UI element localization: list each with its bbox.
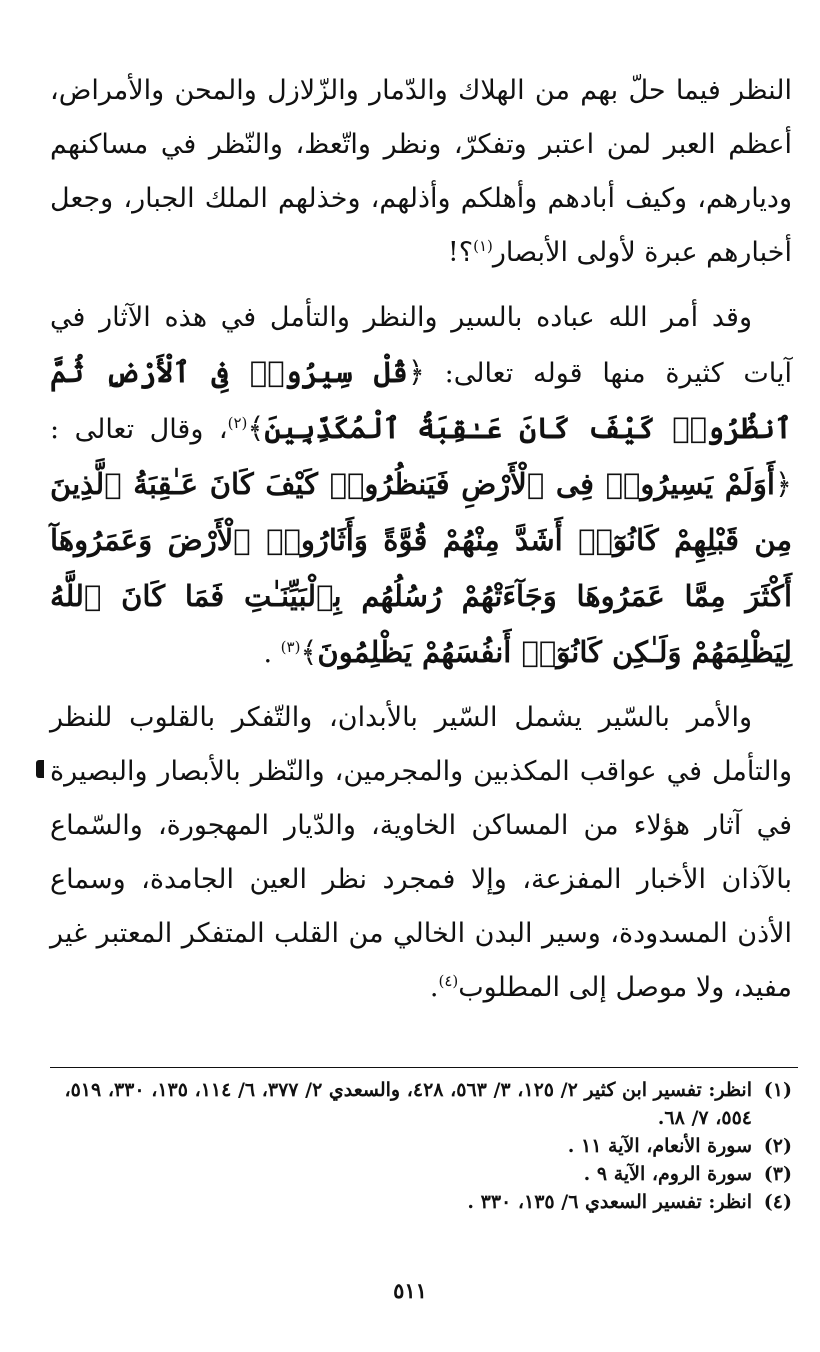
footnote-number: (٤) [763, 1191, 792, 1213]
paragraph-3 [50, 691, 792, 1015]
footnote-text: انظر: تفسير ابن كثير ٢/ ١٢٥، ٣/ ٥٦٣، ٤٢٨، والسعدي ٢/ ٣٧٧، ٦/ ١١٤، ١٣٥، ٣٣٠، ٥١٩، ٥٥٤، ٧/ ٦٨. [64, 1079, 752, 1129]
quran-open-bracket: ﴿ [775, 467, 792, 501]
footnote-number: (٣) [763, 1163, 792, 1185]
footnote-text: انظر: تفسير السعدي ٦/ ١٣٥، ٣٣٠ . [467, 1191, 752, 1213]
footnote-4 [50, 1188, 792, 1216]
paragraph-1-text: النظر فيما حلّ بهم من الهلاك والدّمار والزّلازل والمحن والأمراض، أعظم العبر لمن اعتبر وتفكرّ، ونظر واتّعظ، والنّظر في مساكنهم وديارهم، وكيف أبادهم وأهلكم وأذلهم، وخذلهم الملك الجبار، وجعل أخبارهم عبرة لأولى الأبصار [50, 75, 792, 268]
quran-close-bracket: ﴾ [247, 411, 265, 445]
footnote-ref-3: (٣) [280, 638, 301, 656]
quran-verse-1: قُلْ سِيرُوا۟ فِى ٱلْأَرْضِ ثُمَّ ٱنظُرُوا۟ كَيْفَ كَانَ عَـٰقِبَةُ ٱلْمُكَذِّبِينَ [50, 355, 792, 445]
paragraph-1 [50, 64, 792, 280]
paragraph-2 [50, 290, 792, 681]
margin-bracket-mark [36, 760, 44, 778]
quran-open-bracket: ﴿ [407, 355, 425, 389]
footnote-ref-1: (١) [473, 237, 493, 255]
footnote-text: سورة الروم، الآية ٩ . [583, 1163, 752, 1185]
quran-close-bracket: ﴾ [300, 635, 318, 669]
page-number: ٥١١ [393, 1278, 427, 1303]
footnote-number: (١) [763, 1079, 792, 1101]
paragraph-2-mid: ، وقال تعالى : [50, 414, 228, 445]
paragraph-3-end: . [429, 972, 439, 1003]
footnote-ref-2: (٢) [227, 414, 248, 432]
paragraph-2-end: . [263, 638, 273, 669]
footnote-number: (٢) [763, 1135, 792, 1157]
footnotes [50, 1076, 792, 1216]
quran-verse-2: أَوَلَمْ يَسِيرُوا۟ فِى ٱلْأَرْضِ فَيَنظُرُوا۟ كَيْفَ كَانَ عَـٰقِبَةُ ٱلَّذِينَ مِن قَبْلِهِمْ كَانُوٓا۟ أَشَدَّ مِنْهُمْ قُوَّةً وَأَثَارُوا۟ ٱلْأَرْضَ وَعَمَرُوهَآ أَكْثَرَ مِمَّا عَمَرُوهَا وَجَآءَتْهُمْ رُسُلُهُم بِٱلْبَيِّنَـٰتِ فَمَا كَانَ ٱللَّهُ لِيَظْلِمَهُمْ وَلَـٰكِن كَانُوٓا۟ أَنفُسَهُمْ يَظْلِمُونَ [50, 467, 792, 669]
footnote-2 [50, 1132, 792, 1160]
paragraph-1-end: ؟! [447, 237, 474, 268]
footnote-text: سورة الأنعام، الآية ١١ . [567, 1135, 752, 1157]
footnote-1 [50, 1076, 792, 1132]
paragraph-2-intro: وقد أمر الله عباده بالسير والنظر والتأمل في هذه الآثار في آيات كثيرة منها قوله تعالى: [50, 302, 792, 389]
footnote-3 [50, 1160, 792, 1188]
paragraph-3-text: والأمر بالسّير يشمل السّير بالأبدان، والتّفكر بالقلوب للنظر والتأمل في عواقب المكذبين والمجرمين، والنّظر بالأبصار والبصيرة في آثار هؤلاء من المساكن الخاوية، والدّيار المهجورة، والسّماع بالآذان الأخبار المفزعة، وإلا فمجرد نظر العين الجامدة، وسماع الأذن المسدودة، وسير البدن الخالي من القلب المتفكر المعتبر غير مفيد، ولا موصل إلى المطلوب [50, 702, 792, 1003]
footnote-separator [50, 1067, 798, 1068]
footnote-ref-4: (٤) [438, 972, 459, 990]
main-text [50, 64, 792, 1025]
